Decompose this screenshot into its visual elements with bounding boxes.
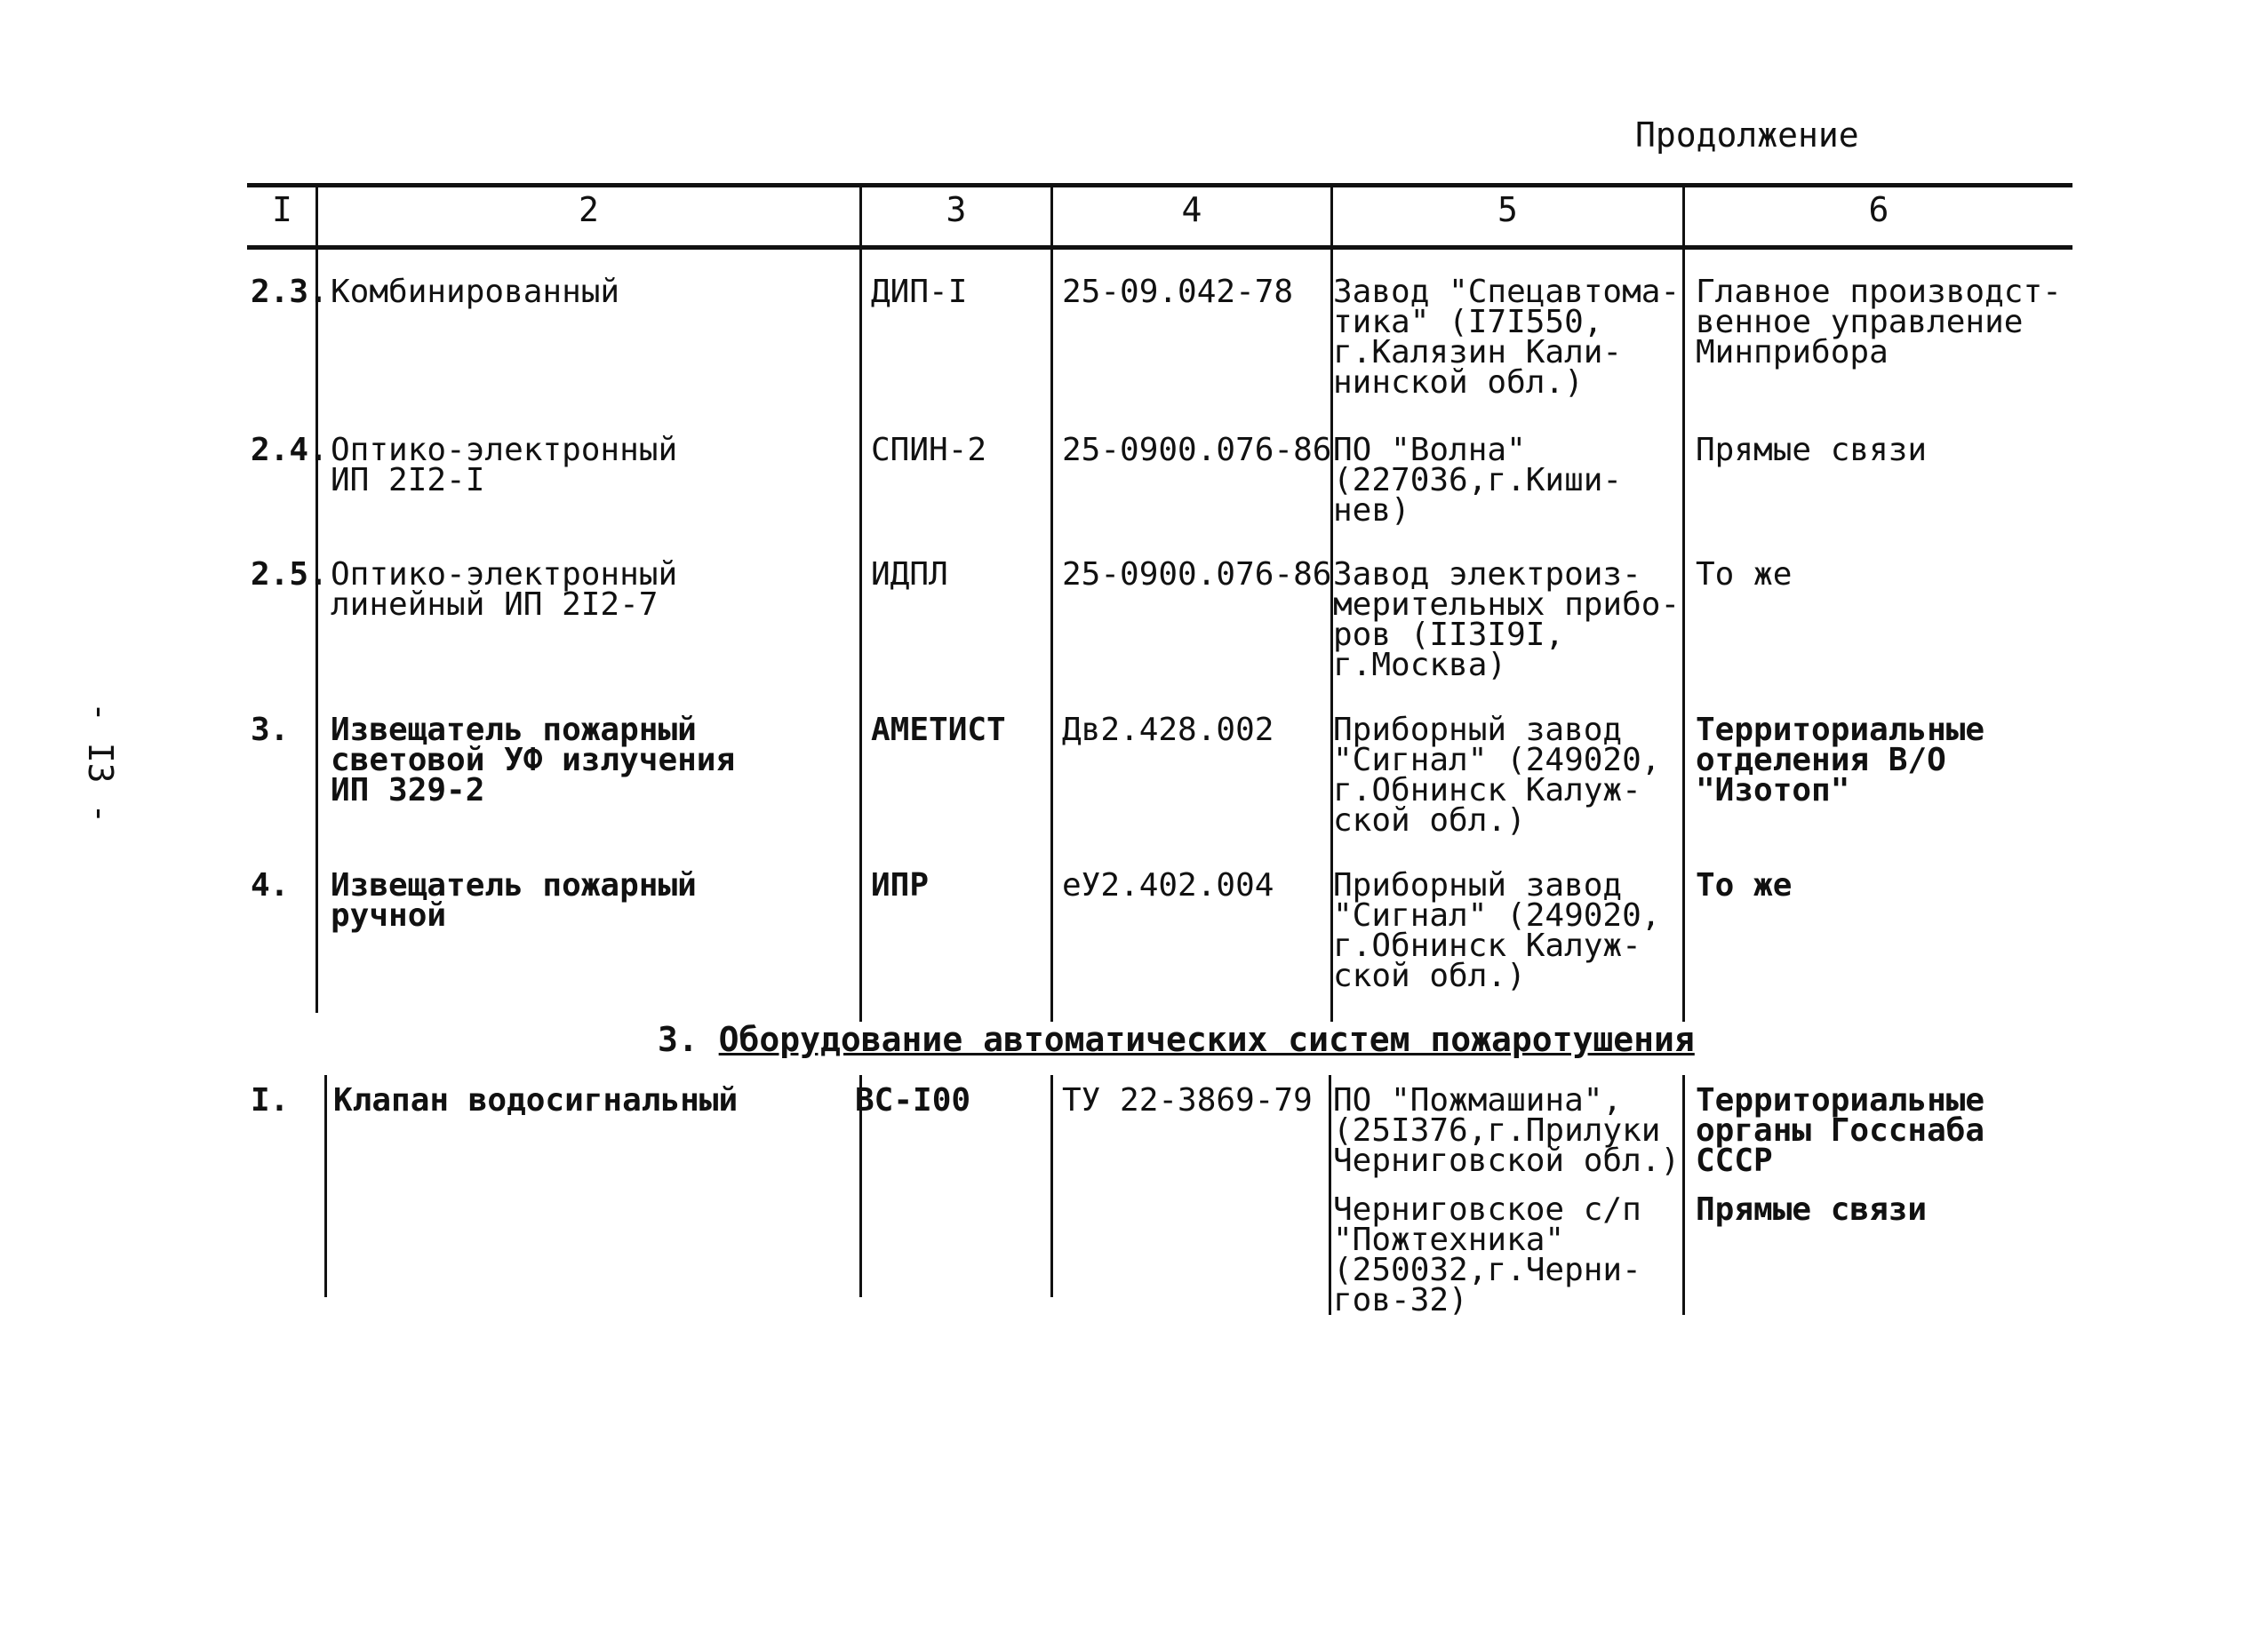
table-row-maker: ПО "Волна" (227036,г.Киши- нев) <box>1333 432 1623 529</box>
table-row-number: 2.5. <box>251 556 328 593</box>
table-row-spec: ТУ 22-3869-79 <box>1062 1082 1313 1119</box>
column-header-3: 3 <box>946 190 967 229</box>
section-number: 3. <box>658 1020 699 1059</box>
continuation-label: Продолжение <box>1635 116 1859 155</box>
table-row-number: 2.3. <box>251 274 328 310</box>
table-row-number: 4. <box>251 867 290 904</box>
header-bottom-rule <box>247 245 2072 250</box>
column-rule-5-lower <box>1682 1075 1685 1315</box>
table-row-supplier: Главное производст- венное управление Минприбора <box>1696 274 2062 370</box>
table-row-maker: Приборный завод "Сигнал" (249020, г.Обнинск Калуж- ской обл.) <box>1333 867 1661 994</box>
table-row-type: ИПР <box>871 867 930 904</box>
column-rule-3 <box>1050 187 1053 1022</box>
table-row-spec: 25-0900.076-86 <box>1062 432 1332 468</box>
column-rule-1 <box>315 187 318 1013</box>
table-row-type: АМЕТИСТ <box>871 712 1006 748</box>
section-title: Оборудование автоматических систем пожаротушения <box>718 1020 1695 1059</box>
table-row-maker: ПО "Пожмашина", (25I376,г.Прилуки Черниговской обл.) <box>1333 1082 1681 1179</box>
table-row-type: ВС-I00 <box>855 1082 971 1119</box>
table-row-spec: 25-0900.076-86 <box>1062 556 1332 593</box>
table-top-rule <box>247 183 2072 187</box>
table-row-type: ДИП-I <box>871 274 968 310</box>
table-row-supplier: Прямые связи <box>1696 432 1928 468</box>
table-row-maker: Завод электроиз- мерительных прибо- ров (II3I9I, г.Москва) <box>1333 556 1681 683</box>
column-rule-3-lower <box>1050 1075 1053 1297</box>
table-row-supplier: То же <box>1696 867 1793 904</box>
table-row-supplier: Территориальные отделения В/О "Изотоп" <box>1696 712 1985 809</box>
table-row-maker: Завод "Спецавтома- тика" (I7I550, г.Калязин Кали- нинской обл.) <box>1333 274 1681 401</box>
table-row-name: Комбинированный <box>331 274 620 310</box>
column-rule-5 <box>1682 187 1685 1022</box>
table-row-name: Оптико-электронный ИП 2I2-I <box>331 432 678 498</box>
column-header-5: 5 <box>1497 190 1518 229</box>
column-header-1: I <box>272 190 292 229</box>
table-row-number: 3. <box>251 712 290 748</box>
table-row-supplier-secondary: Прямые связи <box>1696 1191 1928 1228</box>
page-number: - I3 - <box>81 702 120 824</box>
column-header-4: 4 <box>1181 190 1202 229</box>
column-header-2: 2 <box>579 190 599 229</box>
table-row-type: ИДПЛ <box>871 556 948 593</box>
table-row-type: СПИН-2 <box>871 432 987 468</box>
table-row-supplier: Территориальные органы Госснаба СССР <box>1696 1086 1985 1176</box>
table-row-spec: еУ2.402.004 <box>1062 867 1274 904</box>
table-row-maker: Приборный завод "Сигнал" (249020, г.Обнинск Калуж- ской обл.) <box>1333 712 1661 839</box>
table-row-number: I. <box>251 1082 290 1119</box>
table-row-number: 2.4. <box>251 432 328 468</box>
table-row-supplier: То же <box>1696 556 1793 593</box>
column-rule-1-lower <box>324 1075 327 1297</box>
table-row-maker-secondary: Черниговское с/п "Пожтехника" (250032,г.Черни- гов-32) <box>1333 1191 1641 1318</box>
table-row-name: Клапан водосигнальный <box>333 1082 739 1119</box>
section-heading <box>658 1020 1695 1059</box>
table-row-spec: Дв2.428.002 <box>1062 712 1274 748</box>
column-rule-2 <box>859 187 862 1022</box>
table-row-name: Извещатель пожарный световой УФ излучения ИП 329-2 <box>331 712 736 809</box>
column-header-6: 6 <box>1868 190 1889 229</box>
table-row-spec: 25-09.042-78 <box>1062 274 1294 310</box>
table-row-name: Оптико-электронный линейный ИП 2I2-7 <box>331 556 678 623</box>
column-rule-4-lower <box>1329 1075 1331 1315</box>
table-row-name: Извещатель пожарный ручной <box>331 867 697 934</box>
